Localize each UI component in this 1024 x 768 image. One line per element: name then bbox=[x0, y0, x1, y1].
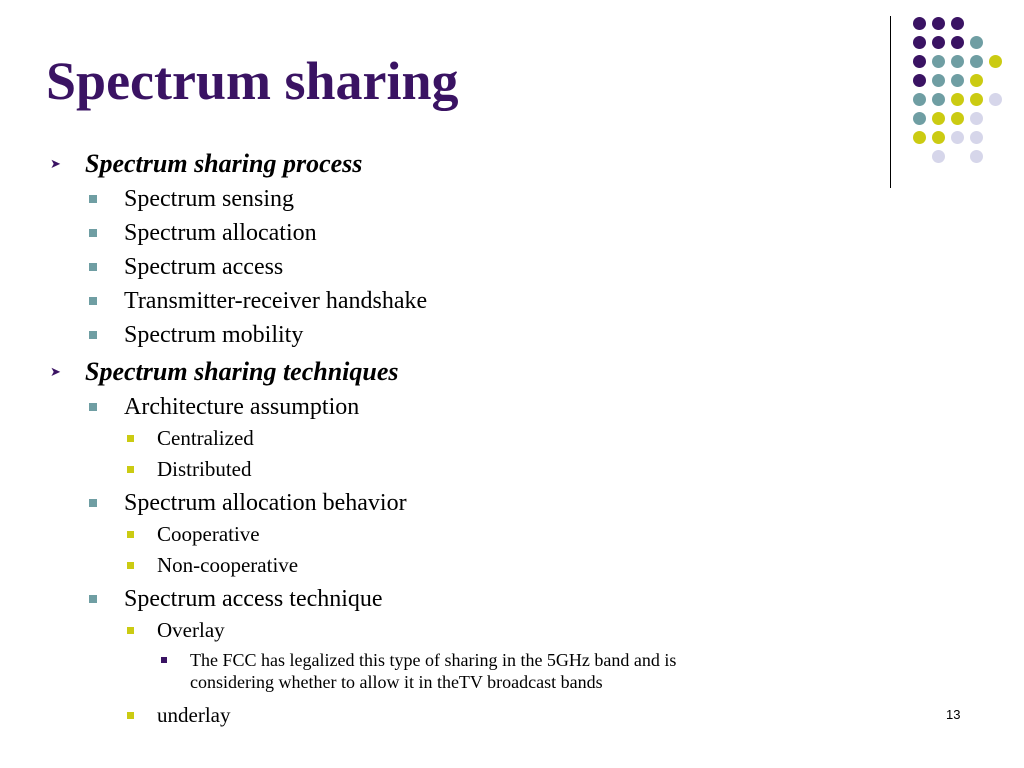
arrow-bullet-icon: ➤ bbox=[50, 364, 61, 379]
list-item: Transmitter-receiver handshake bbox=[124, 288, 428, 314]
list-item: Spectrum sensing bbox=[124, 186, 294, 212]
list-item: Spectrum access bbox=[124, 254, 284, 280]
dot-teal bbox=[932, 93, 945, 106]
square-bullet-icon bbox=[89, 499, 97, 507]
dot-purple bbox=[913, 36, 926, 49]
list-item: Spectrum mobility bbox=[124, 322, 304, 348]
dot-yellow bbox=[989, 55, 1002, 68]
square-bullet-icon bbox=[127, 435, 134, 442]
square-bullet-icon bbox=[89, 195, 97, 203]
square-bullet-icon bbox=[127, 562, 134, 569]
dot-teal bbox=[913, 93, 926, 106]
square-bullet-icon bbox=[89, 297, 97, 305]
dot-purple bbox=[932, 17, 945, 30]
dot-teal bbox=[951, 55, 964, 68]
dot-lavender bbox=[970, 150, 983, 163]
square-bullet-icon bbox=[89, 403, 97, 411]
dot-yellow bbox=[913, 131, 926, 144]
page-number: 13 bbox=[946, 707, 961, 722]
dot-lavender bbox=[951, 131, 964, 144]
dot-yellow bbox=[970, 74, 983, 87]
dot-purple bbox=[913, 74, 926, 87]
note-line: The FCC has legalized this type of sharing in the 5GHz band and is bbox=[190, 650, 677, 670]
dot-yellow bbox=[970, 93, 983, 106]
dot-teal bbox=[970, 36, 983, 49]
dot-teal bbox=[932, 74, 945, 87]
dot-teal bbox=[951, 74, 964, 87]
square-bullet-icon bbox=[89, 331, 97, 339]
square-bullet-icon bbox=[127, 712, 134, 719]
divider-line bbox=[890, 16, 891, 188]
square-bullet-icon bbox=[127, 466, 134, 473]
dot-purple bbox=[913, 17, 926, 30]
sub-list-item: Distributed bbox=[157, 457, 252, 481]
square-bullet-icon bbox=[89, 263, 97, 271]
dot-lavender bbox=[989, 93, 1002, 106]
dot-purple bbox=[951, 36, 964, 49]
note-line: considering whether to allow it in theTV broadcast bands bbox=[190, 672, 603, 692]
dot-yellow bbox=[951, 112, 964, 125]
list-item: Spectrum allocation bbox=[124, 220, 317, 246]
dot-lavender bbox=[970, 131, 983, 144]
list-item: Spectrum allocation behavior bbox=[124, 490, 407, 516]
dot-purple bbox=[951, 17, 964, 30]
slide-title: Spectrum sharing bbox=[46, 51, 459, 111]
dot-purple bbox=[913, 55, 926, 68]
dot-teal bbox=[932, 55, 945, 68]
dot-purple bbox=[932, 36, 945, 49]
square-bullet-icon bbox=[89, 229, 97, 237]
sub-list-item: Overlay bbox=[157, 618, 225, 642]
list-item: Architecture assumption bbox=[124, 394, 360, 420]
sub-list-item: Non-cooperative bbox=[157, 553, 299, 577]
dot-yellow bbox=[951, 93, 964, 106]
dot-yellow bbox=[932, 112, 945, 125]
square-bullet-icon bbox=[161, 657, 167, 663]
list-item: Spectrum access technique bbox=[124, 586, 383, 612]
dot-yellow bbox=[932, 131, 945, 144]
square-bullet-icon bbox=[89, 595, 97, 603]
arrow-bullet-icon: ➤ bbox=[50, 156, 61, 171]
dot-lavender bbox=[970, 112, 983, 125]
section-heading: Spectrum sharing process bbox=[85, 149, 363, 178]
sub-list-item: Centralized bbox=[157, 426, 254, 450]
dot-lavender bbox=[932, 150, 945, 163]
sub-list-item: underlay bbox=[157, 703, 231, 727]
dot-teal bbox=[970, 55, 983, 68]
sub-list-item: Cooperative bbox=[157, 522, 260, 546]
section-heading: Spectrum sharing techniques bbox=[85, 357, 399, 386]
square-bullet-icon bbox=[127, 627, 134, 634]
square-bullet-icon bbox=[127, 531, 134, 538]
dot-teal bbox=[913, 112, 926, 125]
